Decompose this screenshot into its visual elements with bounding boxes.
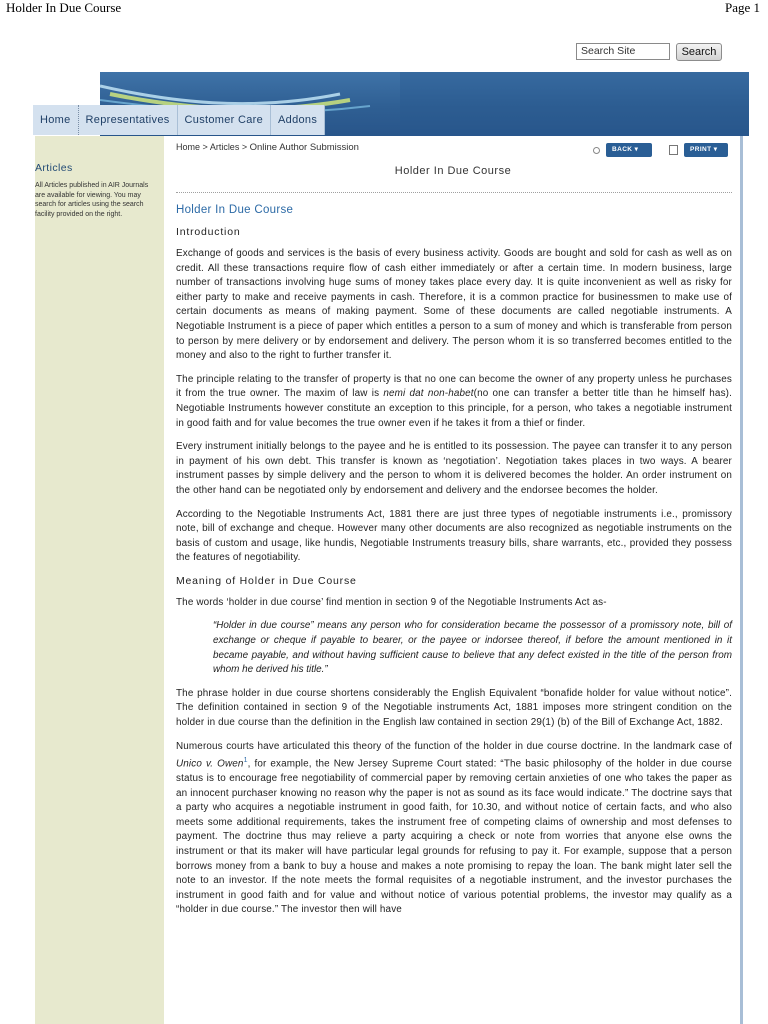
- case-name: Unico v. Owen: [176, 758, 244, 770]
- breadcrumb-separator: >: [202, 142, 208, 152]
- sidebar: [35, 136, 164, 1024]
- sidebar-title: Articles: [35, 162, 73, 174]
- breadcrumb-separator: >: [241, 142, 248, 152]
- nav-representatives[interactable]: Representatives: [79, 105, 178, 135]
- nav-home[interactable]: Home: [33, 105, 79, 135]
- back-button-label: BACK: [612, 146, 633, 153]
- search-button[interactable]: Search: [676, 43, 722, 61]
- back-icon[interactable]: [593, 147, 600, 154]
- printer-icon[interactable]: [669, 145, 678, 155]
- paragraph-1: Exchange of goods and services is the basis of every business activity. Goods are bought and sold for cash as well as on credit. All these transactions require flow of cash either immediately or after a certain time. In modern business, large number of transactions involving huge sums of money takes place every day. It is quite inconvenient as well as risky for either party to make and receive payments in cash. Therefore, it is a common practice for businessmen to make use of certain documents as means of making payment. Some of these documents are called negotiable instruments. A Negotiable Instrument is a piece of paper which entitles a person to a sum of money and which is transferable from person to person by mere delivery or by endorsement and delivery. The person whom it is so transferred becomes entitled to the money and also to the right to further transfer it.: [176, 248, 732, 362]
- paragraph-2-text-a: The principle relating to the transfer of property is that no one can become the owner of any property unless he purchases it from the true owner. The maxim of law is: [176, 373, 732, 400]
- sidebar-description: All Articles published in AIR Journals are available for viewing. You may search for articles using the search facility provided on the right.: [35, 182, 149, 218]
- paragraph-2: [176, 373, 732, 431]
- article-header: Holder In Due Course: [394, 165, 512, 177]
- latin-maxim: nemi dat non-habet: [383, 388, 474, 400]
- paragraph-7-text-a: Numerous courts have articulated this theory of the function of the holder in due course doctrine. In the landmark case of: [176, 740, 732, 752]
- pdf-header: [0, 0, 768, 16]
- breadcrumb-home[interactable]: Home: [176, 142, 201, 152]
- print-button[interactable]: PRINT ▾: [684, 143, 728, 157]
- article-content: [176, 204, 732, 927]
- paragraph-7: [176, 740, 732, 918]
- paragraph-6: The phrase holder in due course shortens considerably the English Equivalent “bonafide holder for value without notice”. The definition contained in section 9 of the Negotiable instruments Act, 1881 imposes more stringent condition on the holder in due course than the definition in the English law contained in section 29(1) (b) of the Bill of Exchange Act, 1882.: [176, 687, 732, 729]
- dotted-divider: [176, 192, 732, 193]
- breadcrumb-articles[interactable]: Articles: [209, 142, 240, 152]
- paragraph-4: According to the Negotiable Instruments Act, 1881 there are just three types of negotiable instruments i.e., promissory note, bill of exchange and cheque. However many other documents are also recognized as negotiable instruments on the basis of custom and usage, like hundis, Negotiable Instruments treasury bills, share warrants, etc., provided they possess the features of negotiability.: [176, 508, 732, 564]
- print-button-label: PRINT: [690, 146, 712, 153]
- right-border: [740, 136, 743, 1024]
- paragraph-2-text-b: (no one can transfer a better title than he himself has). Negotiable Instruments however constitute an exception to this principle, for a person, who takes a negotiable instrument in good faith and for value becomes the true owner even if he takes it from a thief or finder.: [176, 388, 732, 429]
- breadcrumb-current: Online Author Submission: [249, 142, 359, 153]
- meaning-heading: Meaning of Holder in Due Course: [176, 574, 357, 587]
- pdf-header-title: Holder In Due Course: [6, 0, 122, 15]
- breadcrumb: [176, 142, 359, 153]
- paragraph-3: Every instrument initially belongs to the payee and he is entitled to its possession. The payee can transfer it to any person in payment of his own debt. This transfer is known as ‘negotiation’. Negotiation takes places in two ways. A bearer instrument passes by simple delivery and the person to whom it is delivered becomes the holder. An order instrument on the other hand can be negotiated only by endorsement and delivery and the endorsee becomes the holder.: [176, 441, 732, 496]
- statute-quote: “Holder in due course” means any person who for consideration became the possessor of a promissory note, bill of exchange or cheque if payable to bearer, or the payee or indorsee thereof, if before the amount mentioned in it became payable, and without having sufficient cause to believe that any defect existed in the title of the person from whom he derived his title.”: [213, 620, 732, 676]
- paragraph-5: The words ‘holder in due course’ find mention in section 9 of the Negotiable Instruments Act as-: [176, 596, 607, 608]
- nav-addons[interactable]: Addons: [271, 105, 325, 135]
- article-title: Holder In Due Course: [176, 204, 294, 216]
- pdf-page-number: Page 1: [724, 0, 760, 15]
- nav-customer-care[interactable]: Customer Care: [178, 105, 271, 135]
- main-nav: [33, 105, 325, 135]
- footnote-link[interactable]: 1: [243, 757, 248, 765]
- intro-heading: Introduction: [176, 226, 241, 238]
- paragraph-7-text-b: , for example, the New Jersey Supreme Court stated: “The basic philosophy of the holder in due course status is to encourage free negotiability of commercial paper by removing certain anxieties of one who takes the paper as an innocent purchaser knowing no reason why the paper is not as sound as its face would indicate.” The doctrine says that a party who acquires a negotiable instrument in good faith, for 10.30, and without notice of certain facts, and who also meets some additional requirements, takes the instrument free of competing claims of ownership and most defenses to payment. The doctrine thus may relieve a party acquiring a check or note from worries that anyone else owns the instrument or that its maker will have particular legal grounds for refusing to pay it. For example, suppose that a person borrows money from a bank to buy a house and makes a note promising to repay the loan. The bank might later sell the note to an investor. If the note meets the formal requisites of a negotiable instrument, and the investor purchases the instrument in good faith and for value and without notice of various potential problems, the investor may qualify as a “holder in due course.” The investor then will have: [176, 758, 733, 916]
- back-button[interactable]: BACK ▾: [606, 143, 652, 157]
- search-input[interactable]: Search Site: [576, 43, 670, 60]
